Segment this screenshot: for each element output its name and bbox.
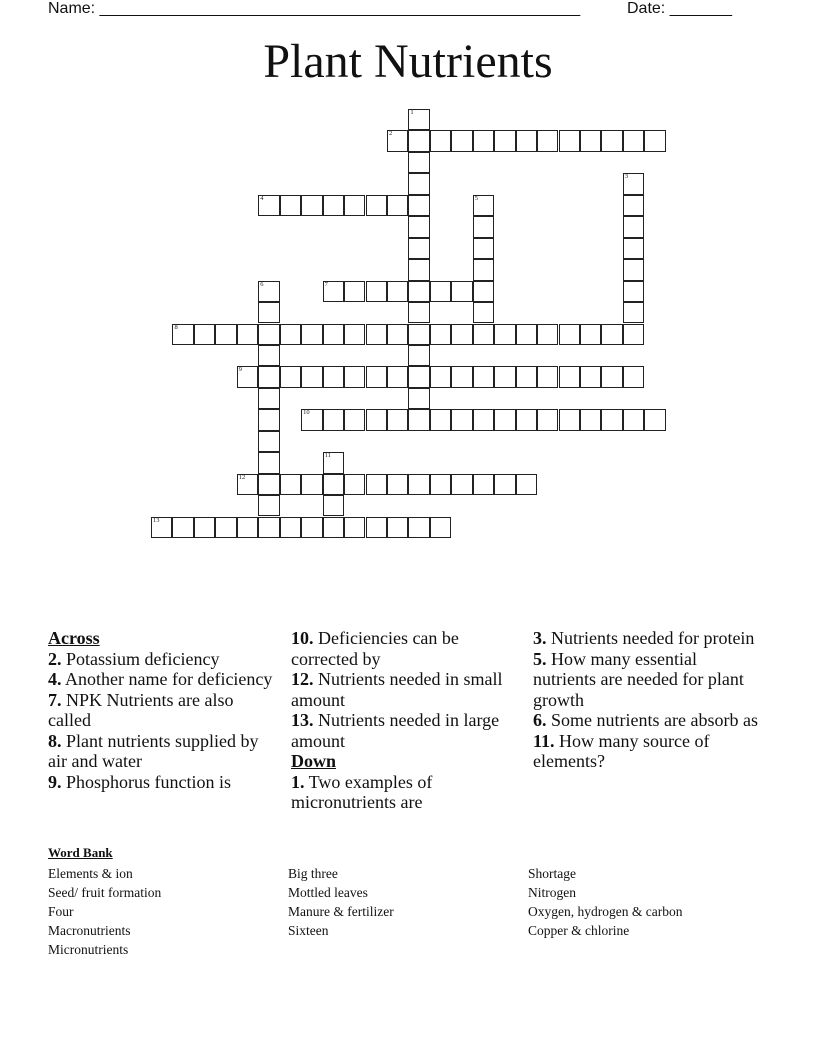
grid-cell[interactable] <box>366 366 387 387</box>
page-title: Plant Nutrients <box>263 35 553 88</box>
name-line: Name: ______________________________________________________ <box>48 0 581 17</box>
clue-text: Deficiencies can be corrected by <box>291 628 459 669</box>
grid-cell[interactable] <box>601 324 622 345</box>
grid-cell[interactable] <box>494 130 515 151</box>
cell-number: 9 <box>238 366 243 374</box>
clue-text: Two examples of micronutrients are <box>291 771 433 812</box>
grid-cell[interactable] <box>559 130 580 151</box>
grid-cell[interactable] <box>301 517 322 538</box>
grid-cell[interactable] <box>430 130 451 151</box>
clue-item <box>533 731 763 772</box>
clue-item <box>291 669 523 710</box>
grid-cell[interactable] <box>258 409 279 430</box>
cell-number: 10 <box>303 409 310 417</box>
grid-cell[interactable] <box>258 345 279 366</box>
grid-cell[interactable] <box>473 409 494 430</box>
cell-number: 7 <box>324 280 328 288</box>
grid-cell[interactable] <box>494 366 515 387</box>
clue-text: Nutrients needed for protein <box>546 628 755 648</box>
clue-item <box>533 710 763 731</box>
grid-cell[interactable] <box>387 130 408 151</box>
grid-cell[interactable] <box>344 195 365 216</box>
grid-cell[interactable] <box>387 366 408 387</box>
grid-cell[interactable] <box>408 324 429 345</box>
clue-list-col2-down <box>291 772 523 813</box>
grid-cell[interactable] <box>408 259 429 280</box>
grid-cell[interactable] <box>623 409 644 430</box>
grid-cell[interactable] <box>237 517 258 538</box>
clue-number: 3. <box>533 628 547 648</box>
grid-cell[interactable] <box>366 474 387 495</box>
grid-cell[interactable] <box>451 324 472 345</box>
grid-cell[interactable] <box>387 517 408 538</box>
grid-cell[interactable] <box>408 216 429 237</box>
clue-item <box>533 649 763 711</box>
grid-cell[interactable] <box>215 517 236 538</box>
grid-cell[interactable] <box>623 195 644 216</box>
grid-cell[interactable] <box>601 130 622 151</box>
word-bank-item: Mottled leaves <box>288 885 368 900</box>
grid-cell[interactable] <box>623 324 644 345</box>
word-bank-item: Seed/ fruit formation <box>48 885 162 900</box>
grid-cell[interactable] <box>366 195 387 216</box>
clue-number: 8. <box>48 730 62 751</box>
clue-item <box>48 731 280 772</box>
clue-number: 1. <box>291 771 305 792</box>
grid-cell[interactable] <box>280 517 301 538</box>
cell-number: 6 <box>260 280 264 288</box>
grid-cell[interactable] <box>473 281 494 302</box>
clue-item <box>48 690 280 731</box>
grid-cell[interactable] <box>580 130 601 151</box>
clue-number: 10. <box>291 628 314 648</box>
clue-item <box>48 669 280 690</box>
grid-cell[interactable] <box>473 238 494 259</box>
grid-cell[interactable] <box>258 366 279 387</box>
grid-cell[interactable] <box>473 130 494 151</box>
word-bank-item: Four <box>48 904 74 919</box>
grid-cell[interactable] <box>451 366 472 387</box>
grid-cell[interactable] <box>601 366 622 387</box>
grid-cell[interactable] <box>323 495 344 516</box>
grid-cell[interactable] <box>194 517 215 538</box>
grid-cell[interactable] <box>215 324 236 345</box>
grid-cell[interactable] <box>323 195 344 216</box>
grid-cell[interactable] <box>580 366 601 387</box>
grid-cell[interactable] <box>644 409 665 430</box>
clue-text: How many essential nutrients are needed for plant growth <box>533 648 744 710</box>
grid-cell[interactable] <box>323 366 344 387</box>
grid-cell[interactable] <box>623 173 644 194</box>
grid-cell[interactable] <box>408 345 429 366</box>
grid-cell[interactable] <box>366 409 387 430</box>
grid-cell[interactable] <box>580 409 601 430</box>
grid-cell[interactable] <box>516 324 537 345</box>
grid-cell[interactable] <box>408 474 429 495</box>
grid-cell[interactable] <box>623 302 644 323</box>
grid-cell[interactable] <box>301 195 322 216</box>
grid-cell[interactable] <box>559 366 580 387</box>
clue-text: Phosphorus function is <box>61 771 232 792</box>
grid-cell[interactable] <box>258 195 279 216</box>
grid-cell[interactable] <box>623 216 644 237</box>
grid-cell[interactable] <box>408 281 429 302</box>
grid-cell[interactable] <box>623 130 644 151</box>
grid-cell[interactable] <box>408 130 429 151</box>
grid-cell[interactable] <box>644 130 665 151</box>
grid-cell[interactable] <box>258 281 279 302</box>
clue-item <box>48 772 280 793</box>
grid-cell[interactable] <box>258 324 279 345</box>
grid-cell[interactable] <box>258 431 279 452</box>
grid-cell[interactable] <box>387 281 408 302</box>
clue-list-col2-across <box>291 628 523 751</box>
clue-text: Plant nutrients supplied by air and water <box>48 730 259 771</box>
grid-cell[interactable] <box>408 388 429 409</box>
grid-cell[interactable] <box>494 474 515 495</box>
clue-list-col1 <box>48 649 280 793</box>
grid-cell[interactable] <box>301 474 322 495</box>
clue-item <box>291 628 523 669</box>
grid-cell[interactable] <box>280 474 301 495</box>
grid-cell[interactable] <box>494 409 515 430</box>
grid-cell[interactable] <box>301 409 322 430</box>
grid-cell[interactable] <box>301 324 322 345</box>
grid-cell[interactable] <box>344 281 365 302</box>
cell-number: 4 <box>260 194 264 202</box>
clues-column-2 <box>291 628 523 813</box>
word-bank-title: Word Bank <box>48 845 113 860</box>
grid-cell[interactable] <box>258 388 279 409</box>
word-bank-item: Manure & fertilizer <box>288 904 394 919</box>
word-bank-item: Elements & ion <box>48 866 133 881</box>
grid-cell[interactable] <box>408 366 429 387</box>
cell-number: 1 <box>410 109 414 116</box>
grid-cell[interactable] <box>623 259 644 280</box>
grid-cell[interactable] <box>387 324 408 345</box>
cell-number: 8 <box>174 323 178 331</box>
grid-cell[interactable] <box>366 517 387 538</box>
word-bank-item: Oxygen, hydrogen & carbon <box>528 904 683 919</box>
grid-cell[interactable] <box>387 474 408 495</box>
grid-cell[interactable] <box>280 324 301 345</box>
grid-cell[interactable] <box>323 452 344 473</box>
grid-cell[interactable] <box>387 195 408 216</box>
grid-cell[interactable] <box>451 130 472 151</box>
date-line: Date: _______ <box>627 0 732 17</box>
grid-cell[interactable] <box>601 409 622 430</box>
grid-cell[interactable] <box>258 302 279 323</box>
grid-cell[interactable] <box>344 517 365 538</box>
word-bank-item: Sixteen <box>288 923 329 938</box>
clue-number: 7. <box>48 689 62 710</box>
clue-item <box>291 710 523 751</box>
grid-cell[interactable] <box>473 259 494 280</box>
grid-cell[interactable] <box>473 216 494 237</box>
cell-number: 3 <box>624 173 629 181</box>
grid-cell[interactable] <box>237 474 258 495</box>
grid-cell[interactable] <box>387 409 408 430</box>
word-bank-item: Macronutrients <box>48 923 131 938</box>
clue-number: 2. <box>48 648 62 669</box>
cell-number: 2 <box>388 130 393 138</box>
grid-cell[interactable] <box>366 281 387 302</box>
clue-number: 9. <box>48 771 62 792</box>
grid-cell[interactable] <box>366 324 387 345</box>
grid-cell[interactable] <box>408 517 429 538</box>
grid-cell[interactable] <box>473 474 494 495</box>
word-bank-item: Nitrogen <box>528 885 576 900</box>
clue-number: 11. <box>533 730 555 751</box>
grid-cell[interactable] <box>151 517 172 538</box>
word-bank-col1 <box>48 864 161 959</box>
clue-number: 5. <box>533 648 547 669</box>
grid-cell[interactable] <box>430 474 451 495</box>
word-bank-col3 <box>528 864 682 940</box>
grid-cell[interactable] <box>344 324 365 345</box>
grid-cell[interactable] <box>194 324 215 345</box>
grid-cell[interactable] <box>301 366 322 387</box>
grid-cell[interactable] <box>516 366 537 387</box>
grid-cell[interactable] <box>430 281 451 302</box>
cell-number: 5 <box>474 194 478 202</box>
grid-cell[interactable] <box>258 474 279 495</box>
grid-cell[interactable] <box>516 409 537 430</box>
word-bank-item: Micronutrients <box>48 942 129 957</box>
grid-cell[interactable] <box>323 517 344 538</box>
grid-cell[interactable] <box>408 195 429 216</box>
grid-cell[interactable] <box>451 474 472 495</box>
grid-cell[interactable] <box>408 238 429 259</box>
clue-text: NPK Nutrients are also called <box>48 689 234 730</box>
clue-text: Some nutrients are absorb as <box>546 710 758 730</box>
grid-cell[interactable] <box>344 366 365 387</box>
clues-column-1 <box>48 628 280 792</box>
clue-list-col3 <box>533 628 763 772</box>
grid-cell[interactable] <box>344 409 365 430</box>
grid-cell[interactable] <box>473 366 494 387</box>
grid-cell[interactable] <box>408 409 429 430</box>
grid-cell[interactable] <box>494 324 515 345</box>
clue-number: 4. <box>48 669 62 689</box>
grid-cell[interactable] <box>516 130 537 151</box>
grid-cell[interactable] <box>237 324 258 345</box>
grid-cell[interactable] <box>451 281 472 302</box>
grid-cell[interactable] <box>280 366 301 387</box>
grid-cell[interactable] <box>408 109 429 130</box>
down-heading: Down <box>291 751 337 771</box>
grid-cell[interactable] <box>451 409 472 430</box>
clue-number: 6. <box>533 710 547 730</box>
grid-cell[interactable] <box>559 409 580 430</box>
grid-cell[interactable] <box>516 474 537 495</box>
grid-cell[interactable] <box>258 495 279 516</box>
clue-number: 13. <box>291 710 314 730</box>
word-bank-item: Shortage <box>528 866 576 881</box>
cell-number: 12 <box>238 473 246 481</box>
clue-number: 12. <box>291 669 314 689</box>
grid-cell[interactable] <box>623 366 644 387</box>
grid-cell[interactable] <box>323 324 344 345</box>
clue-item <box>291 772 523 813</box>
grid-cell[interactable] <box>623 281 644 302</box>
grid-cell[interactable] <box>344 474 365 495</box>
clue-text: Potassium deficiency <box>61 648 220 669</box>
grid-cell[interactable] <box>430 517 451 538</box>
across-heading: Across <box>48 628 100 648</box>
grid-cell[interactable] <box>430 366 451 387</box>
grid-cell[interactable] <box>537 130 558 151</box>
clue-item <box>533 628 763 649</box>
grid-cell[interactable] <box>580 324 601 345</box>
grid-cell[interactable] <box>408 173 429 194</box>
grid-cell[interactable] <box>172 517 193 538</box>
grid-cell[interactable] <box>258 452 279 473</box>
word-bank-item: Copper & chlorine <box>528 923 630 938</box>
clue-item <box>48 649 280 670</box>
clue-text: Another name for deficiency <box>61 669 273 689</box>
grid-cell[interactable] <box>237 366 258 387</box>
grid-cell[interactable] <box>473 195 494 216</box>
grid-cell[interactable] <box>473 324 494 345</box>
clue-text: How many source of elements? <box>533 730 710 771</box>
word-bank-col2 <box>288 864 394 940</box>
grid-cell[interactable] <box>559 324 580 345</box>
cell-number: 13 <box>153 516 160 524</box>
grid-cell[interactable] <box>473 302 494 323</box>
grid-cell[interactable] <box>323 409 344 430</box>
grid-cell[interactable] <box>172 324 193 345</box>
grid-cell[interactable] <box>280 195 301 216</box>
grid-cell[interactable] <box>430 409 451 430</box>
cell-number: 11 <box>324 452 331 460</box>
word-bank-item: Big three <box>288 866 338 881</box>
grid-cell[interactable] <box>323 281 344 302</box>
grid-cell[interactable] <box>623 238 644 259</box>
grid-cell[interactable] <box>258 517 279 538</box>
grid-cell[interactable] <box>430 324 451 345</box>
grid-cell[interactable] <box>408 302 429 323</box>
clue-text: Nutrients needed in large amount <box>291 710 500 751</box>
grid-cell[interactable] <box>537 409 558 430</box>
clues-column-3 <box>533 628 763 772</box>
clue-text: Nutrients needed in small amount <box>291 669 503 710</box>
grid-cell[interactable] <box>537 366 558 387</box>
grid-cell[interactable] <box>408 152 429 173</box>
grid-cell[interactable] <box>537 324 558 345</box>
grid-cell[interactable] <box>323 474 344 495</box>
